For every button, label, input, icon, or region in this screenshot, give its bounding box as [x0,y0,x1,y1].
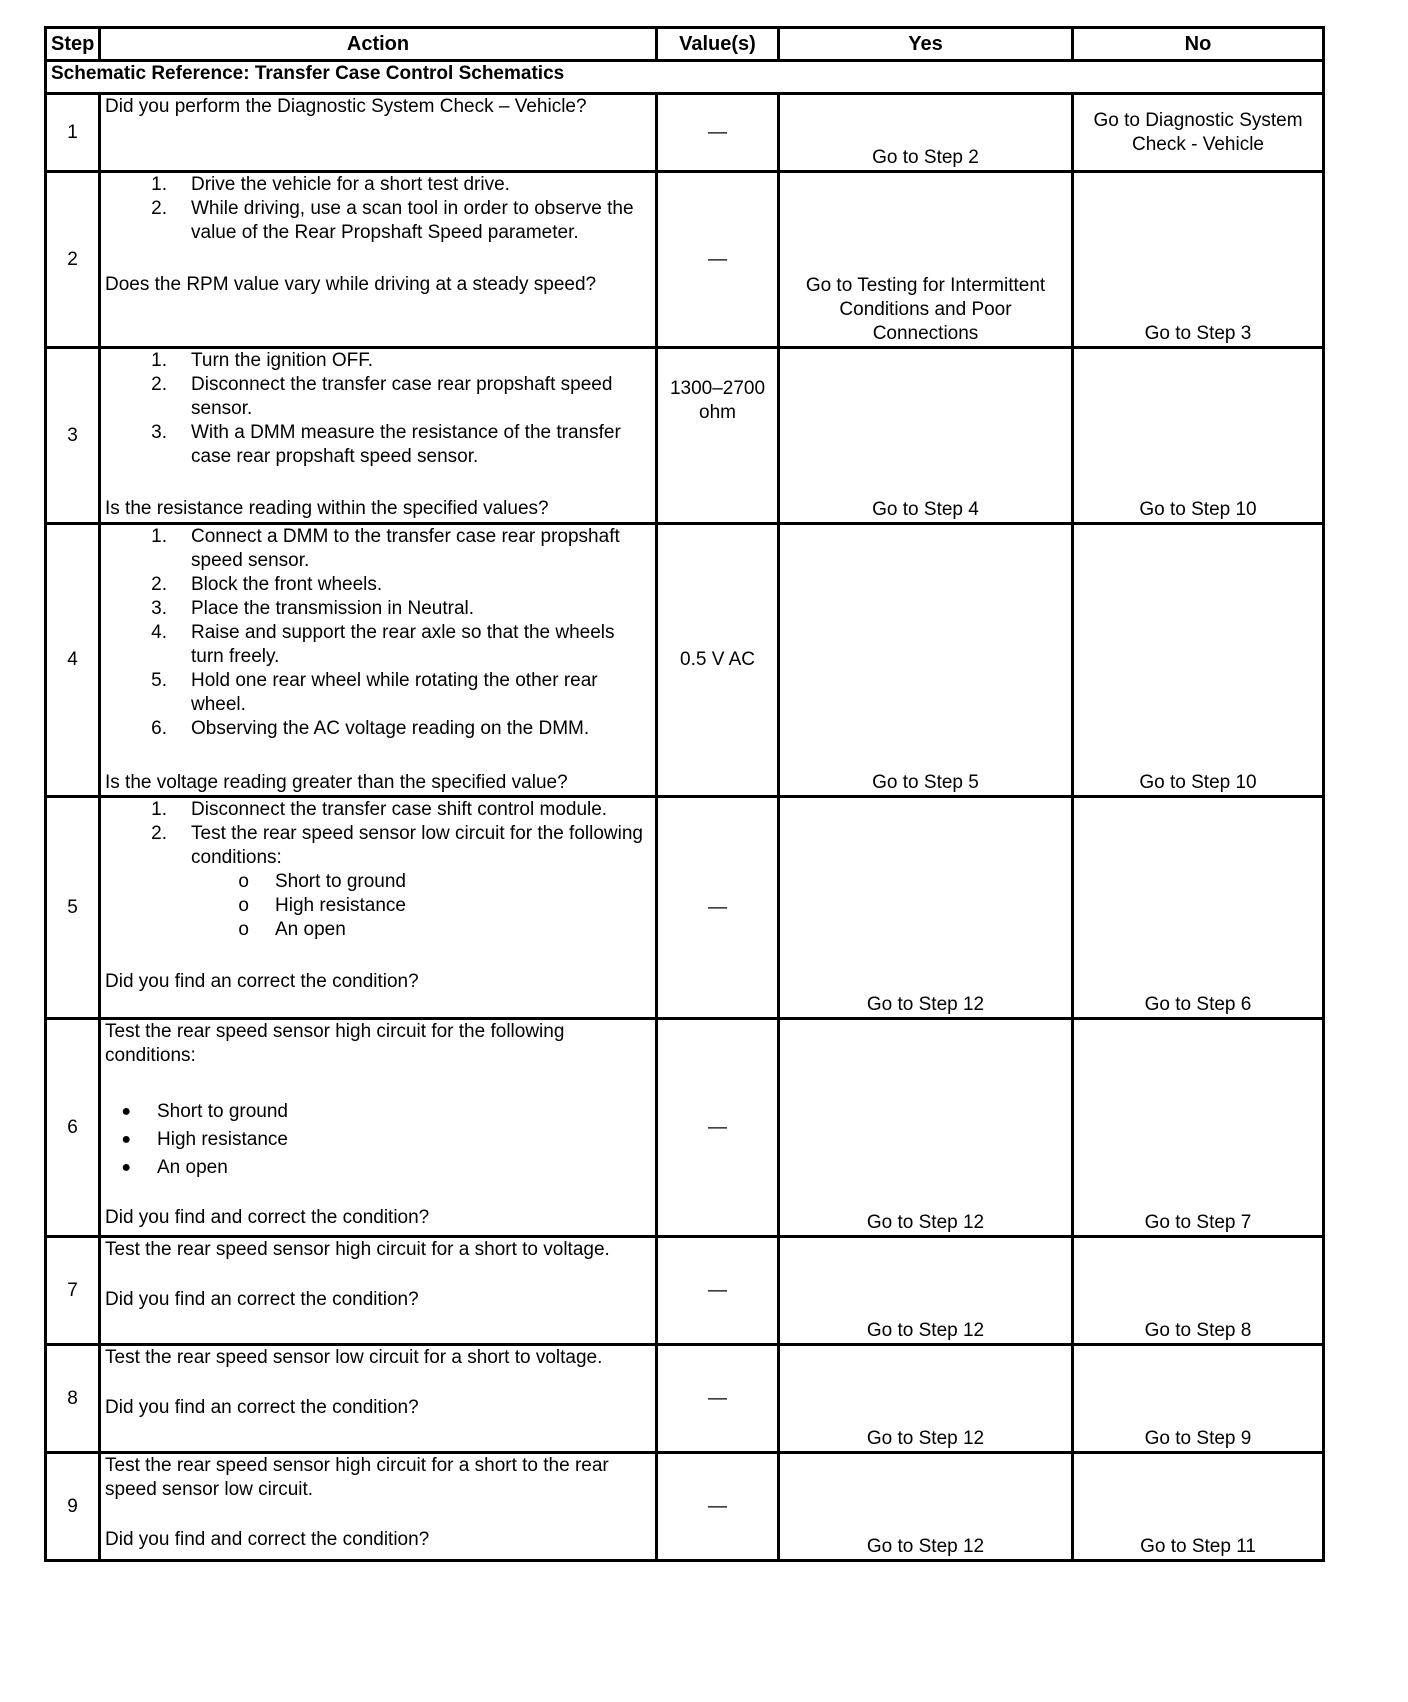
no-cell: Go to Step 11 [1073,1453,1324,1561]
table-row [46,348,1324,524]
yes-cell: Go to Step 12 [779,1237,1073,1345]
step-number: 6 [46,1019,100,1237]
list-item: 2. While driving, use a scan tool in order to observe the value of the Rear Propshaft Speed parameter. [151,198,634,243]
yes-cell: Go to Step 5 [779,524,1073,797]
header-yes: Yes [779,28,1073,61]
action-intro: Test the rear speed sensor high circuit for the following conditions: [105,1021,565,1066]
list-item: 1. Disconnect the transfer case shift control module. [151,799,608,820]
list-item: 4. Raise and support the rear axle so that the wheels turn freely. [151,622,615,667]
list-item: 5. Hold one rear wheel while rotating the other rear wheel. [151,670,598,715]
action-cell [100,94,657,172]
table-row [46,94,1324,172]
action-question: Did you find an correct the condition? [105,1289,419,1310]
yes-cell: Go to Step 12 [779,797,1073,1019]
list-item: ● High resistance [121,1129,288,1150]
header-action: Action [100,28,657,61]
step-number: 2 [46,172,100,348]
list-item: 6. Observing the AC voltage reading on the DMM. [151,718,590,739]
list-item: 3. With a DMM measure the resistance of the transfer case rear propshaft speed sensor. [151,422,621,467]
value-cell: 1300–2700 ohm [657,348,779,524]
no-cell: Go to Step 10 [1073,348,1324,524]
table-row [46,1345,1324,1453]
list-item: 1. Drive the vehicle for a short test drive. [151,174,510,195]
table-row [46,797,1324,1019]
condition-bullets [105,1098,651,1182]
condition-sublist [105,870,651,942]
yes-cell: Go to Step 12 [779,1345,1073,1453]
list-item: 1. Connect a DMM to the transfer case rear propshaft speed sensor. [151,526,620,571]
action-list [105,173,651,245]
no-cell: Go to Step 7 [1073,1019,1324,1237]
action-intro: Test the rear speed sensor high circuit for a short to the rear speed sensor low circuit. [105,1455,609,1500]
yes-cell: Go to Step 12 [779,1453,1073,1561]
no-cell: Go to Step 9 [1073,1345,1324,1453]
step-number: 1 [46,94,100,172]
action-cell [100,797,657,1019]
value-cell: — [657,1345,779,1453]
value-cell: — [657,172,779,348]
list-item: o Short to ground [238,871,406,892]
action-cell [100,524,657,797]
value-cell: — [657,94,779,172]
list-item: 1. Turn the ignition OFF. [151,350,373,371]
action-question: Does the RPM value vary while driving at a steady speed? [105,274,597,295]
action-question: Did you find and correct the condition? [105,1207,430,1228]
list-item: 2. Block the front wheels. [151,574,383,595]
header-row [46,28,1324,61]
diagnostic-table [44,26,1325,1562]
action-cell [100,172,657,348]
action-intro: Test the rear speed sensor high circuit for a short to voltage. [105,1239,610,1260]
action-question: Is the voltage reading greater than the specified value? [105,772,568,793]
header-step: Step [46,28,100,61]
value-cell: — [657,797,779,1019]
action-cell [100,1453,657,1561]
schematic-row [46,61,1324,94]
step-number: 5 [46,797,100,1019]
action-list [105,525,651,741]
step-number: 3 [46,348,100,524]
header-values: Value(s) [657,28,779,61]
action-cell [100,1237,657,1345]
table-row [46,172,1324,348]
no-cell: Go to Step 6 [1073,797,1324,1019]
list-item: ● Short to ground [121,1101,288,1122]
action-cell [100,348,657,524]
no-cell: Go to Step 8 [1073,1237,1324,1345]
table-row [46,1237,1324,1345]
action-cell [100,1019,657,1237]
yes-cell: Go to Step 4 [779,348,1073,524]
list-item: 2. Disconnect the transfer case rear propshaft speed sensor. [151,374,613,419]
value-cell: — [657,1237,779,1345]
step-number: 4 [46,524,100,797]
yes-cell: Go to Step 2 [779,94,1073,172]
step-number: 7 [46,1237,100,1345]
list-item: o An open [238,919,346,940]
step-number: 9 [46,1453,100,1561]
list-item: 3. Place the transmission in Neutral. [151,598,475,619]
action-question: Did you find and correct the condition? [105,1529,430,1550]
list-item: o High resistance [238,895,406,916]
action-cell [100,1345,657,1453]
no-cell: Go to Step 10 [1073,524,1324,797]
value-cell: — [657,1019,779,1237]
schematic-reference: Schematic Reference: Transfer Case Control Schematics [46,61,1324,94]
value-cell: 0.5 V AC [657,524,779,797]
action-intro: Test the rear speed sensor low circuit for a short to voltage. [105,1347,603,1368]
yes-cell: Go to Testing for Intermittent Conditions and Poor Connections [779,172,1073,348]
header-no: No [1073,28,1324,61]
action-list [105,349,651,469]
list-item: ● An open [121,1157,228,1178]
table-row [46,524,1324,797]
action-question: Did you perform the Diagnostic System Check – Vehicle? [105,96,587,117]
no-cell: Go to Diagnostic System Check - Vehicle [1073,94,1324,172]
table-row [46,1019,1324,1237]
table-row [46,1453,1324,1561]
action-question: Is the resistance reading within the specified values? [105,498,549,519]
value-cell: — [657,1453,779,1561]
yes-cell: Go to Step 12 [779,1019,1073,1237]
no-cell: Go to Step 3 [1073,172,1324,348]
action-question: Did you find an correct the condition? [105,971,419,992]
action-list [105,798,651,870]
list-item: 2. Test the rear speed sensor low circuit for the following conditions: [151,823,643,868]
step-number: 8 [46,1345,100,1453]
action-question: Did you find an correct the condition? [105,1397,419,1418]
